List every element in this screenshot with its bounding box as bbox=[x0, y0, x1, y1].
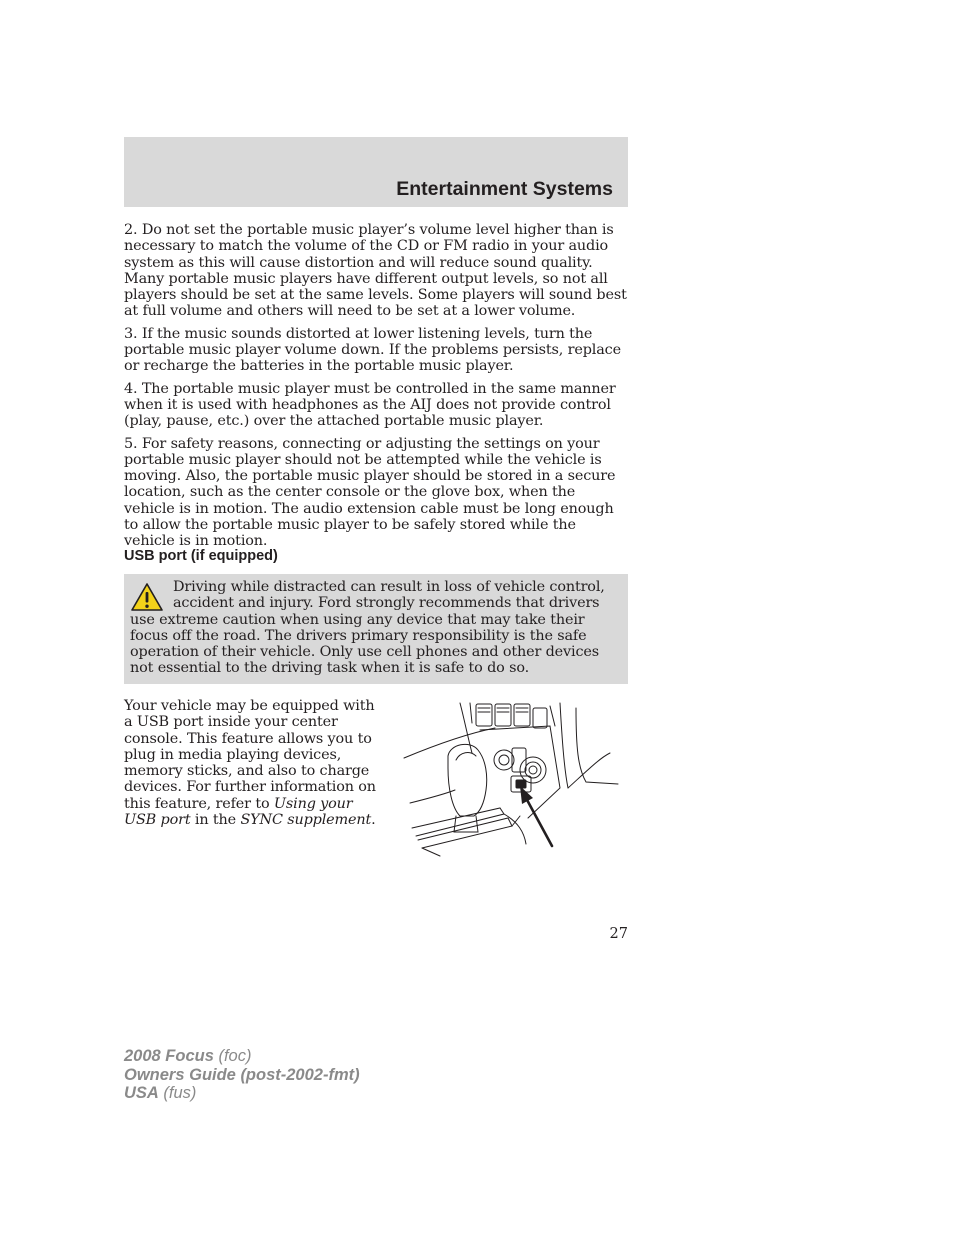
usb-description-mid: in the bbox=[190, 812, 241, 829]
usb-port-reference: Using your USB port bbox=[124, 795, 353, 829]
instruction-list bbox=[124, 222, 628, 556]
center-console-usb-illustration bbox=[400, 698, 622, 858]
footer-market-code: (fus) bbox=[158, 1084, 197, 1102]
document-footer bbox=[124, 1047, 360, 1103]
instruction-paragraph-4: 4. The portable music player must be controlled in the same manner when it is used with headphones as the AIJ does not provide control (play, pause, etc.) over the attached portable music player. bbox=[124, 380, 616, 430]
instruction-paragraph-5: 5. For safety reasons, connecting or adjusting the settings on your portable music player should not be attempted while the vehicle is moving. Also, the portable music player should be stored in a secure location, such as the center console or the glove box, when the vehicle is in motion. The audio extension cable must be long enough to allow the portable music player to be safely stored while the vehicle is in motion. bbox=[124, 435, 616, 550]
warning-box bbox=[124, 574, 628, 684]
footer-line-guide bbox=[124, 1066, 360, 1085]
instruction-paragraph-3: 3. If the music sounds distorted at lower listening levels, turn the portable music player volume down. If the problems persists, replace or recharge the batteries in the portable music player. bbox=[124, 325, 621, 375]
usb-description bbox=[124, 698, 384, 828]
footer-model-code: (foc) bbox=[213, 1047, 252, 1065]
usb-section-heading: USB port (if equipped) bbox=[124, 548, 278, 564]
usb-description-end: . bbox=[371, 812, 376, 829]
section-header-band bbox=[124, 137, 628, 207]
footer-guide: Owners Guide (post-2002-fmt) bbox=[124, 1065, 360, 1084]
warning-text: Driving while distracted can result in loss of vehicle control, accident and injury. Ford strongly recommends that drivers use extreme caution when using any device that may take their focus off the road. The drivers primary responsibility is the safe operation of their vehicle. Only use cell phones and other devices not essential to the driving task when it is safe to do so. bbox=[130, 579, 605, 677]
sync-supplement-reference: SYNC supplement bbox=[240, 812, 372, 829]
page-number: 27 bbox=[609, 926, 628, 942]
usb-description-lead: Your vehicle may be equipped with a USB port inside your center console. This feature allows you to plug in media playing devices, memory sticks, and also to charge devices. For further information on this feature, refer to bbox=[124, 698, 376, 812]
section-title: Entertainment Systems bbox=[396, 178, 613, 200]
footer-market: USA bbox=[124, 1084, 159, 1102]
instruction-paragraph-2: 2. Do not set the portable music player’s volume level higher than is necessary to match the volume of the CD or FM radio in your audio system as this will cause distortion and will reduce sound quality. Many portable music players have different output levels, so not all players should be set at the same levels. Some players will sound best at full volume and others will need to be set at a lower volume. bbox=[124, 222, 627, 320]
footer-line-model bbox=[124, 1047, 360, 1066]
footer-model: 2008 Focus bbox=[124, 1047, 214, 1065]
footer-line-market bbox=[124, 1084, 360, 1103]
warning-text-block bbox=[130, 579, 618, 677]
